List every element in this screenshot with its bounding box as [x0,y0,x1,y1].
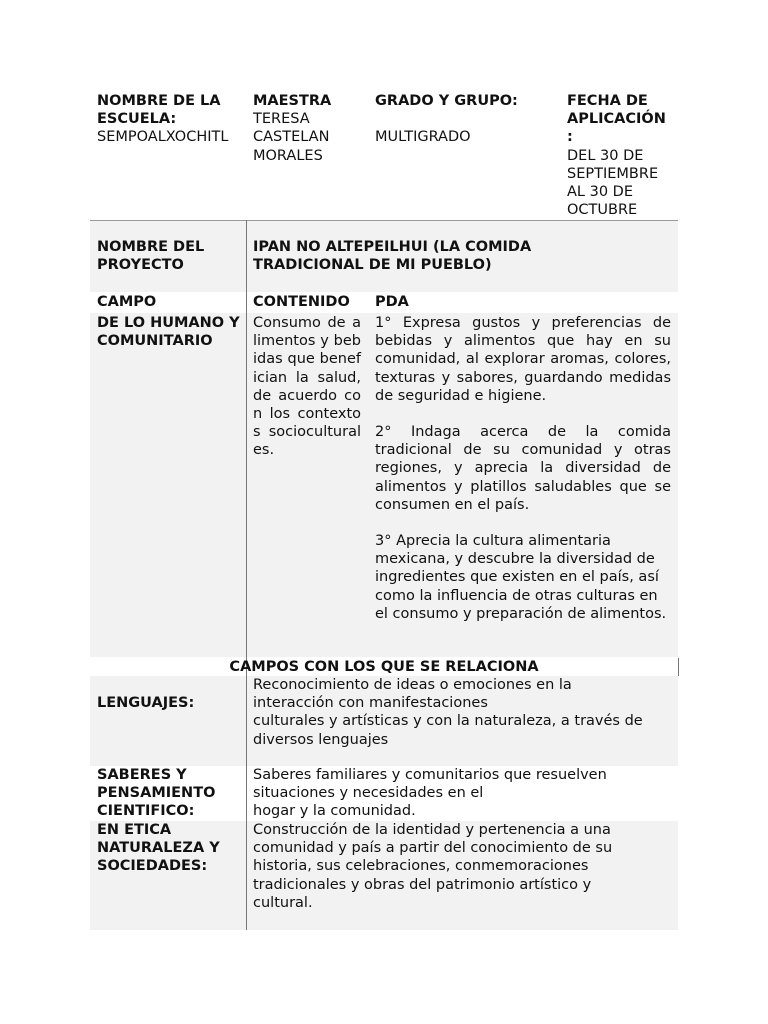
desc-line: historia, sus celebraciones, conmemoraciones [253,858,589,875]
desc-line: diversos lenguajes [253,731,389,748]
column-header-pda: PDA [375,294,409,310]
desc-line: Reconocimiento de ideas o emociones en la [253,677,572,693]
desc-line: Saberes familiares y comunitarios que resuelven [253,767,607,783]
school-cell [97,92,247,147]
campo-value: DE LO HUMANO Y COMUNITARIO [97,315,240,350]
related-desc-saberes [253,766,673,821]
related-section-title: CAMPOS CON LOS QUE SE RELACIONA [229,659,539,675]
project-name: IPAN NO ALTEPEILHUI (LA COMIDA TRADICIONAL DE MI PUEBLO) [253,239,532,274]
pda-item: 1° Expresa gustos y preferencias de bebidas y alimentos que hay en su comunidad, al explorar aromas, colores, texturas y sabores, guardando medidas de seguridad e higiene. [375,315,671,404]
column-header-campo: CAMPO [97,294,157,310]
contenido-value: Consumo de alimentos y bebidas que benefician la salud, de acuerdo con los contextos socioculturales. [253,315,361,459]
related-desc-etica [253,821,673,912]
related-title-right-border [678,658,679,676]
header-divider [90,220,678,221]
desc-line: cultural. [253,894,313,911]
teacher-cell [253,92,363,165]
related-desc-lenguajes [253,676,673,749]
desc-line: tradicionales y obras del patrimonio artístico y [253,876,592,893]
related-label-saberes: SABERES Y PENSAMIENTO CIENTIFICO: [97,767,216,820]
date-value: DEL 30 DE SEPTIEMBRE AL 30 DE OCTUBRE [567,147,659,219]
date-cell [567,92,673,219]
desc-line: comunidad y país a partir del conocimiento de su [253,840,613,857]
pda-item: 2° Indaga acerca de la comida tradicional de su comunidad y otras regiones, y aprecia la diversidad de alimentos y platillos saludables que se consumen en el país. [375,424,671,513]
school-label: NOMBRE DE LA ESCUELA: [97,93,221,128]
column-divider [246,220,247,930]
teacher-value: TERESA CASTELAN MORALES [253,111,330,164]
date-label: FECHA DE APLICACIÓN : [567,93,666,146]
grade-cell [375,92,555,146]
grade-value: MULTIGRADO [375,129,471,146]
school-value: SEMPOALXOCHITL [97,129,229,146]
pda-list [375,314,671,623]
grade-label: GRADO Y GRUPO: [375,93,518,109]
desc-line: situaciones y necesidades en el [253,785,484,802]
related-label-etica: EN ETICA NATURALEZA Y SOCIEDADES: [97,822,220,875]
desc-line: interacción con manifestaciones [253,695,488,712]
project-label: NOMBRE DEL PROYECTO [97,239,205,274]
column-header-contenido: CONTENIDO [253,294,350,310]
teacher-label: MAESTRA [253,93,332,109]
desc-line: hogar y la comunidad. [253,803,416,820]
related-label-lenguajes: LENGUAJES: [97,695,195,711]
desc-line: culturales y artísticas y con la naturaleza, a través de [253,713,643,730]
desc-line: Construcción de la identidad y pertenencia a una [253,822,611,838]
pda-item: 3° Aprecia la cultura alimentaria mexicana, y descubre la diversidad de ingredientes que existen en el país, así como la influencia de otras culturas en el consumo y preparación de alimentos. [375,533,667,622]
